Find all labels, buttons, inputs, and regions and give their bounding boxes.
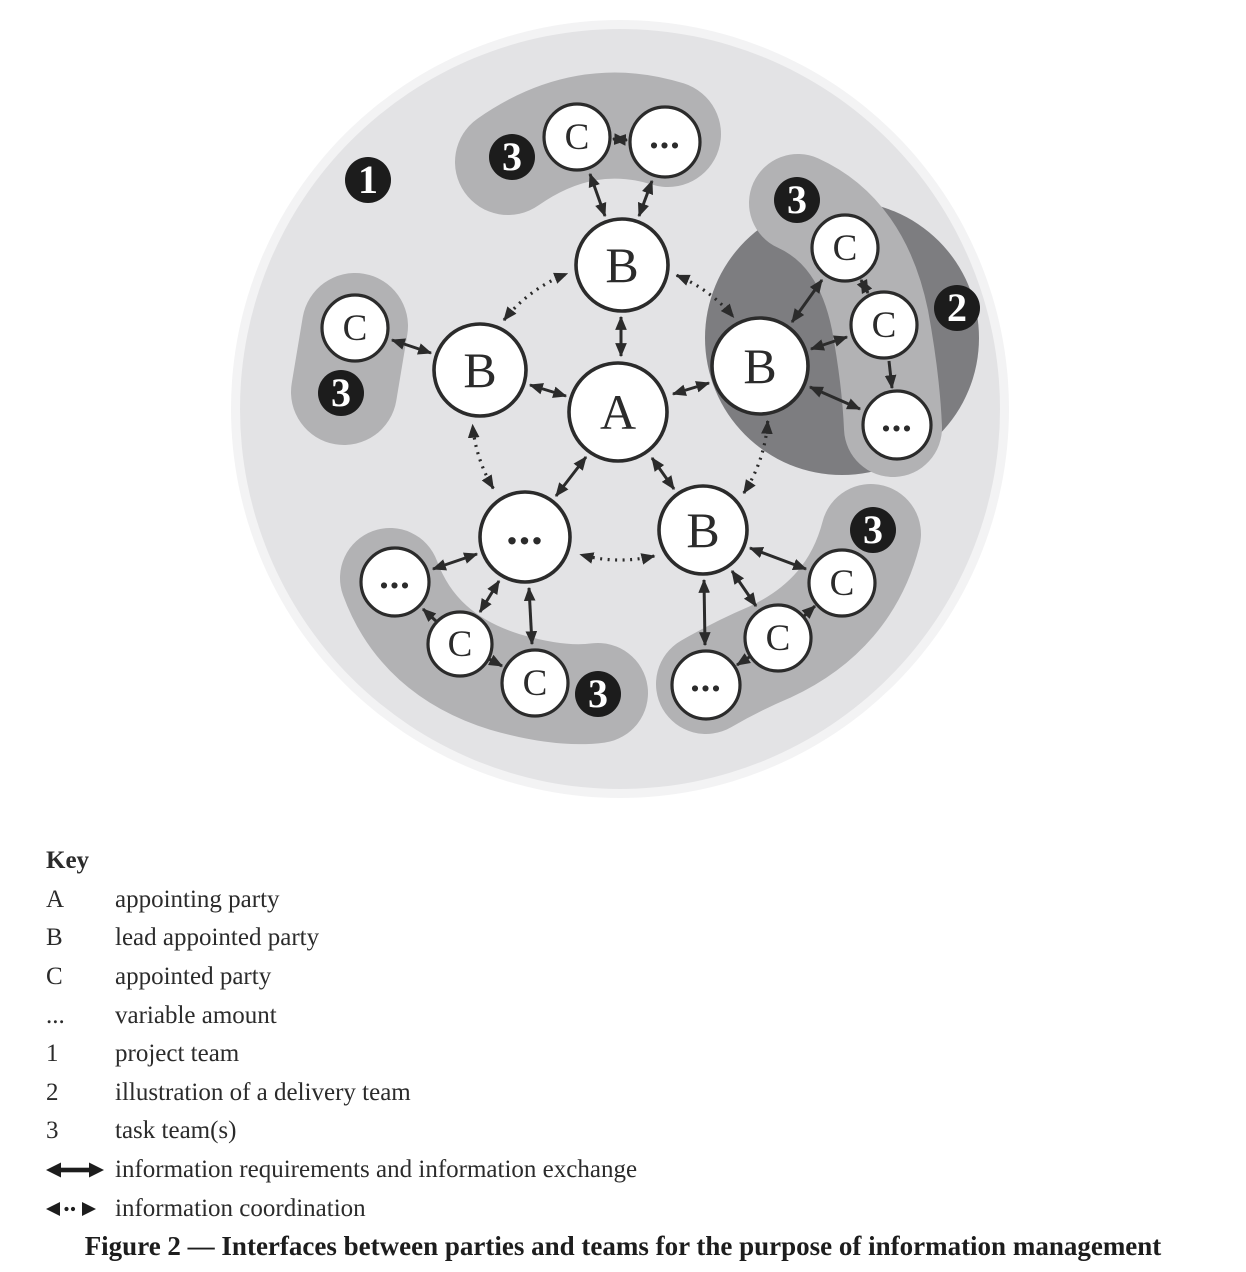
key-symbol: B bbox=[46, 924, 63, 952]
key-symbol: 1 bbox=[46, 1040, 59, 1068]
key-description: information coordination bbox=[115, 1194, 366, 1222]
figure-caption: Figure 2 — Interfaces between parties and teams for the purpose of information management bbox=[84, 1231, 1162, 1261]
key-row-appointing-party bbox=[46, 881, 1206, 920]
node-label: ... bbox=[881, 398, 913, 440]
key-symbol: ... bbox=[46, 1001, 65, 1029]
node-label: C bbox=[765, 618, 791, 659]
node-label: ... bbox=[506, 503, 544, 554]
badge-label: 3 bbox=[331, 370, 351, 415]
key-symbol: 3 bbox=[46, 1117, 59, 1145]
key-row-appointed-party bbox=[46, 958, 1206, 997]
key-row-information-coordination bbox=[46, 1189, 1206, 1228]
node-label: C bbox=[447, 624, 473, 665]
key-description: lead appointed party bbox=[115, 924, 320, 952]
key-row-task-team bbox=[46, 1112, 1206, 1151]
badge-label: 3 bbox=[502, 134, 522, 179]
node-label: ... bbox=[379, 555, 411, 597]
node-label: B bbox=[686, 502, 720, 558]
key-symbol: 2 bbox=[46, 1078, 59, 1106]
exchange-arrow bbox=[704, 580, 705, 645]
node-label: B bbox=[605, 237, 639, 293]
badge-task-team-bottom-left bbox=[575, 671, 621, 717]
badge-label: 3 bbox=[787, 177, 807, 222]
badge-label: 3 bbox=[588, 671, 608, 716]
key-description: information requirements and information exchange bbox=[115, 1156, 638, 1184]
key-description: task team(s) bbox=[115, 1117, 237, 1145]
key-symbol: C bbox=[46, 963, 63, 991]
information-exchange-arrow-icon bbox=[46, 1161, 115, 1179]
key-row-delivery-team bbox=[46, 1074, 1206, 1113]
information-coordination-arrow-icon bbox=[46, 1200, 115, 1218]
node-label: ... bbox=[649, 115, 681, 157]
badge-task-team-left bbox=[318, 370, 364, 416]
key-title: Key bbox=[46, 847, 90, 875]
node-label: C bbox=[829, 563, 855, 604]
badge-task-team-top bbox=[489, 134, 535, 180]
key-row-variable-amount bbox=[46, 996, 1206, 1035]
solid-double-arrow-icon bbox=[46, 1161, 104, 1179]
badge-label: 1 bbox=[358, 157, 378, 202]
badge-project-team bbox=[345, 157, 391, 203]
node-label: C bbox=[832, 228, 858, 269]
badge-task-team-right bbox=[774, 177, 820, 223]
key-symbol: A bbox=[46, 885, 65, 913]
dotted-double-arrow-icon bbox=[46, 1200, 96, 1218]
key-description: appointing party bbox=[115, 885, 280, 913]
key-title-row bbox=[46, 842, 1206, 881]
key-description: illustration of a delivery team bbox=[115, 1078, 411, 1106]
badge-task-team-bottom-right bbox=[850, 507, 896, 553]
badge-delivery-team bbox=[934, 285, 980, 331]
key-row-information-exchange bbox=[46, 1151, 1206, 1190]
key-row-project-team bbox=[46, 1035, 1206, 1074]
node-label: C bbox=[871, 305, 897, 346]
key-legend bbox=[46, 842, 1206, 1228]
node-label: A bbox=[599, 384, 637, 440]
node-label: C bbox=[522, 663, 548, 704]
node-label: B bbox=[743, 338, 777, 394]
key-row-lead-appointed-party bbox=[46, 919, 1206, 958]
exchange-arrow bbox=[613, 139, 627, 140]
node-label: C bbox=[342, 308, 368, 349]
key-description: variable amount bbox=[115, 1001, 277, 1029]
key-description: appointed party bbox=[115, 963, 272, 991]
badge-label: 2 bbox=[947, 285, 967, 330]
key-description: project team bbox=[115, 1040, 240, 1068]
badge-label: 3 bbox=[863, 507, 883, 552]
node-label: C bbox=[564, 117, 590, 158]
node-label: B bbox=[463, 342, 497, 398]
node-label: ... bbox=[690, 658, 722, 700]
